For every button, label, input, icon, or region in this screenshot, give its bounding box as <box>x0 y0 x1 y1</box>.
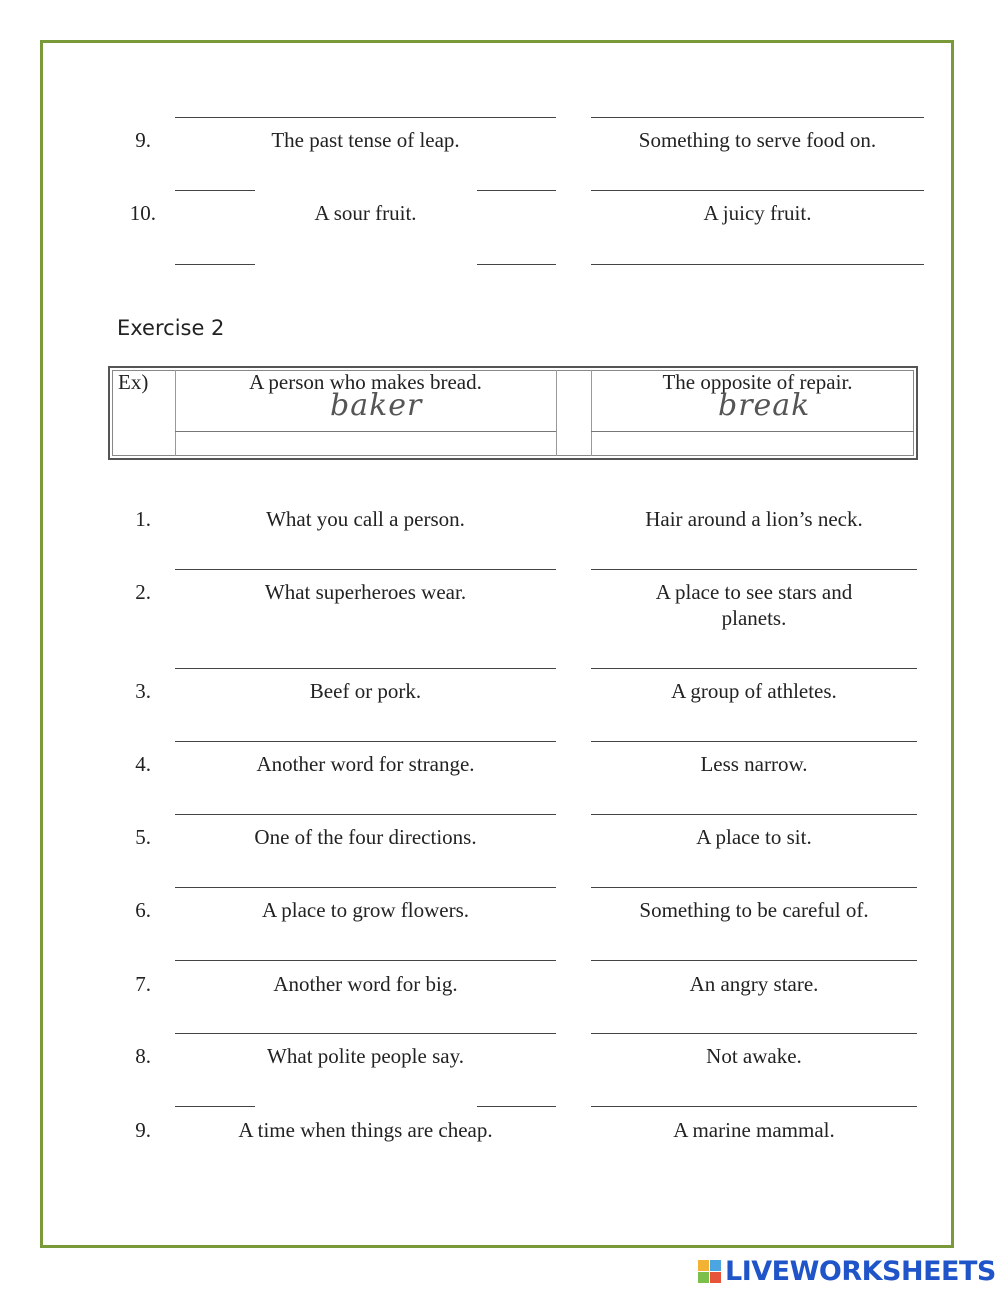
item-number: 2. <box>135 580 151 604</box>
logo-text: LIVEWORKSHEETS <box>725 1255 996 1287</box>
clue-left: What you call a person. <box>266 507 465 531</box>
clue-left: Another word for big. <box>273 972 458 996</box>
logo-icon <box>698 1260 721 1283</box>
example-divider <box>556 370 557 456</box>
clue-right: An angry stare. <box>689 972 819 996</box>
clue-right-line1: A place to see stars and <box>655 580 853 604</box>
answer-line[interactable] <box>591 960 917 961</box>
answer-line-short[interactable] <box>175 1106 255 1107</box>
answer-line[interactable] <box>591 668 917 669</box>
clue-right: A group of athletes. <box>671 679 837 703</box>
item-number: 8. <box>135 1044 151 1068</box>
answer-line[interactable] <box>175 117 556 118</box>
answer-line[interactable] <box>175 887 556 888</box>
example-clue-right: The opposite of repair. <box>662 370 853 394</box>
example-answer-line <box>175 431 556 432</box>
answer-line[interactable] <box>591 741 917 742</box>
liveworksheets-logo <box>698 1255 996 1287</box>
answer-line[interactable] <box>591 814 917 815</box>
answer-line[interactable] <box>591 117 924 118</box>
clue-right: Less narrow. <box>700 752 808 776</box>
answer-line[interactable] <box>175 741 556 742</box>
clue-right-line2: planets. <box>721 606 787 630</box>
clue-right: Hair around a lion’s neck. <box>645 507 863 531</box>
item-number: 5. <box>135 825 151 849</box>
clue-left: Another word for strange. <box>256 752 475 776</box>
clue-right: A juicy fruit. <box>703 201 812 225</box>
clue-right <box>591 579 917 631</box>
answer-line[interactable] <box>175 960 556 961</box>
item-number: 1. <box>135 507 151 531</box>
example-label: Ex) <box>118 370 149 394</box>
item-number: 9. <box>135 1118 151 1142</box>
clue-left: What superheroes wear. <box>264 580 467 604</box>
answer-line-short[interactable] <box>175 190 255 191</box>
item-number: 6. <box>135 898 151 922</box>
answer-line-short[interactable] <box>477 264 556 265</box>
answer-line[interactable] <box>175 1033 556 1034</box>
example-answer-left: baker <box>330 388 423 423</box>
clue-left: What polite people say. <box>267 1044 464 1068</box>
clue-right: A place to sit. <box>696 825 812 849</box>
exercise-heading: Exercise 2 <box>117 316 225 340</box>
clue-left: One of the four directions. <box>254 825 477 849</box>
clue-right: A marine mammal. <box>673 1118 835 1142</box>
item-number: 4. <box>135 752 151 776</box>
example-answer-line <box>591 431 914 432</box>
clue-right: Something to be careful of. <box>639 898 869 922</box>
answer-line[interactable] <box>175 814 556 815</box>
answer-line[interactable] <box>591 190 924 191</box>
answer-line[interactable] <box>591 569 917 570</box>
answer-line-short[interactable] <box>175 264 255 265</box>
item-number: 7. <box>135 972 151 996</box>
clue-left: Beef or pork. <box>309 679 422 703</box>
item-number: 3. <box>135 679 151 703</box>
answer-line[interactable] <box>591 1033 917 1034</box>
answer-line[interactable] <box>175 569 556 570</box>
clue-right: Not awake. <box>706 1044 802 1068</box>
answer-line[interactable] <box>591 1106 917 1107</box>
clue-left: The past tense of leap. <box>271 128 460 152</box>
answer-line-short[interactable] <box>477 190 556 191</box>
clue-left: A time when things are cheap. <box>238 1118 493 1142</box>
answer-line[interactable] <box>175 668 556 669</box>
answer-line[interactable] <box>591 887 917 888</box>
answer-line-short[interactable] <box>477 1106 556 1107</box>
clue-left: A sour fruit. <box>314 201 417 225</box>
example-clue-left: A person who makes bread. <box>249 370 482 394</box>
answer-line[interactable] <box>591 264 924 265</box>
item-number: 9. <box>135 128 151 152</box>
clue-right: Something to serve food on. <box>638 128 877 152</box>
item-number: 10. <box>129 201 156 225</box>
clue-left: A place to grow flowers. <box>261 898 470 922</box>
example-answer-right: break <box>718 388 811 423</box>
